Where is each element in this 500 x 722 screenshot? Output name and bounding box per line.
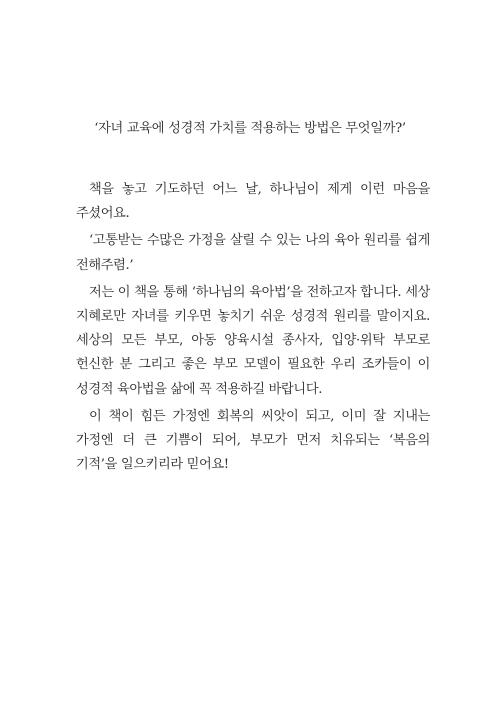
body-text xyxy=(76,178,430,480)
paragraph-4: 이 책이 힘든 가정엔 회복의 씨앗이 되고, 이미 잘 지내는 가정엔 더 큰 기쁨이 되어, 부모가 먼저 치유되는 ‘복음의 기적’을 일으키리라 믿어요! xyxy=(76,408,430,473)
paragraph-3: 저는 이 책을 통해 ‘하나님의 육아법’을 전하고자 합니다. 세상 지혜로만 자녀를 키우면 놓치기 쉬운 성경적 원리를 말이지요. 세상의 모든 부모, 아동 양육시설 종사자, 입양·위탁 부모로 헌신한 분 그리고 좋은 부모 모델이 필요한 우리 조카들이 이 성경적 육아법을 삶에 꼭 적용하길 바랍니다. xyxy=(76,284,430,397)
paragraph-1: 책을 놓고 기도하던 어느 날, 하나님이 제게 이런 마음을 주셨어요. xyxy=(76,182,430,222)
paragraph-2: ‘고통받는 수많은 가정을 살릴 수 있는 나의 육아 원리를 쉽게 전해주렴.’ xyxy=(76,233,430,273)
heading-quote: ‘자녀 교육에 성경적 가치를 적용하는 방법은 무엇일까?’ xyxy=(94,121,406,136)
